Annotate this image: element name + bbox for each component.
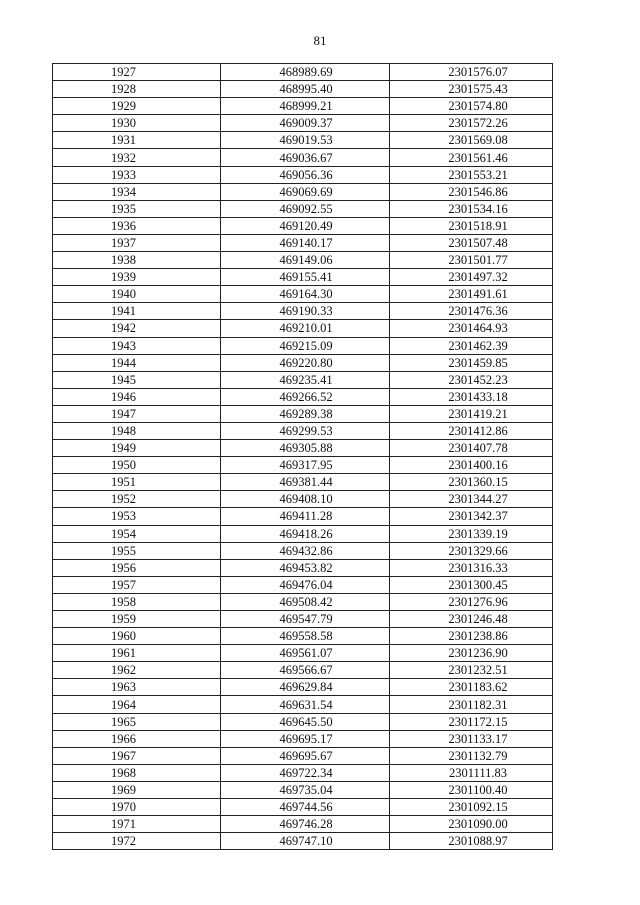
x-coordinate-cell: 469695.17 [221,730,390,747]
y-coordinate-cell: 2301459.85 [390,354,553,371]
x-coordinate-cell: 469036.67 [221,149,390,166]
x-coordinate-cell: 469220.80 [221,354,390,371]
y-coordinate-cell: 2301232.51 [390,662,553,679]
table-row [53,252,553,269]
point-number-cell: 1954 [53,525,221,542]
table-row [53,593,553,610]
point-number-cell: 1942 [53,320,221,337]
y-coordinate-cell: 2301183.62 [390,679,553,696]
x-coordinate-cell: 469149.06 [221,252,390,269]
point-number-cell: 1965 [53,713,221,730]
table-row [53,286,553,303]
x-coordinate-cell: 469317.95 [221,457,390,474]
x-coordinate-cell: 469266.52 [221,388,390,405]
x-coordinate-cell: 469140.17 [221,234,390,251]
x-coordinate-cell: 469695.67 [221,747,390,764]
y-coordinate-cell: 2301464.93 [390,320,553,337]
point-number-cell: 1948 [53,422,221,439]
point-number-cell: 1943 [53,337,221,354]
x-coordinate-cell: 469476.04 [221,576,390,593]
point-number-cell: 1932 [53,149,221,166]
point-number-cell: 1935 [53,200,221,217]
table-row [53,474,553,491]
point-number-cell: 1929 [53,98,221,115]
x-coordinate-cell: 469561.07 [221,645,390,662]
x-coordinate-cell: 469722.34 [221,764,390,781]
point-number-cell: 1970 [53,799,221,816]
point-number-cell: 1961 [53,645,221,662]
point-number-cell: 1931 [53,132,221,149]
point-number-cell: 1930 [53,115,221,132]
table-row [53,542,553,559]
x-coordinate-cell: 469558.58 [221,628,390,645]
table-row [53,628,553,645]
point-number-cell: 1960 [53,628,221,645]
point-number-cell: 1953 [53,508,221,525]
y-coordinate-cell: 2301574.80 [390,98,553,115]
y-coordinate-cell: 2301491.61 [390,286,553,303]
x-coordinate-cell: 469289.38 [221,405,390,422]
x-coordinate-cell: 469411.28 [221,508,390,525]
point-number-cell: 1937 [53,234,221,251]
point-number-cell: 1927 [53,64,221,81]
x-coordinate-cell: 469299.53 [221,422,390,439]
y-coordinate-cell: 2301182.31 [390,696,553,713]
point-number-cell: 1955 [53,542,221,559]
y-coordinate-cell: 2301534.16 [390,200,553,217]
y-coordinate-cell: 2301329.66 [390,542,553,559]
y-coordinate-cell: 2301518.91 [390,217,553,234]
y-coordinate-cell: 2301507.48 [390,234,553,251]
table-row [53,833,553,850]
x-coordinate-cell: 469092.55 [221,200,390,217]
y-coordinate-cell: 2301572.26 [390,115,553,132]
table-row [53,747,553,764]
table-row [53,200,553,217]
y-coordinate-cell: 2301236.90 [390,645,553,662]
x-coordinate-cell: 469190.33 [221,303,390,320]
y-coordinate-cell: 2301100.40 [390,781,553,798]
table-row [53,576,553,593]
table-row [53,217,553,234]
y-coordinate-cell: 2301092.15 [390,799,553,816]
table-row [53,183,553,200]
y-coordinate-cell: 2301575.43 [390,81,553,98]
table-row [53,696,553,713]
point-number-cell: 1949 [53,440,221,457]
coordinate-table [52,63,553,850]
table-row [53,337,553,354]
table-row [53,730,553,747]
table-row [53,234,553,251]
y-coordinate-cell: 2301576.07 [390,64,553,81]
point-number-cell: 1972 [53,833,221,850]
table-row [53,64,553,81]
y-coordinate-cell: 2301316.33 [390,559,553,576]
table-row [53,662,553,679]
point-number-cell: 1941 [53,303,221,320]
table-row [53,388,553,405]
y-coordinate-cell: 2301111.83 [390,764,553,781]
table-row [53,491,553,508]
point-number-cell: 1934 [53,183,221,200]
table-row [53,525,553,542]
x-coordinate-cell: 469009.37 [221,115,390,132]
point-number-cell: 1957 [53,576,221,593]
point-number-cell: 1956 [53,559,221,576]
y-coordinate-cell: 2301412.86 [390,422,553,439]
point-number-cell: 1971 [53,816,221,833]
x-coordinate-cell: 469645.50 [221,713,390,730]
table-row [53,405,553,422]
point-number-cell: 1936 [53,217,221,234]
x-coordinate-cell: 469629.84 [221,679,390,696]
y-coordinate-cell: 2301088.97 [390,833,553,850]
point-number-cell: 1939 [53,269,221,286]
y-coordinate-cell: 2301344.27 [390,491,553,508]
table-row [53,81,553,98]
y-coordinate-cell: 2301497.32 [390,269,553,286]
x-coordinate-cell: 469069.69 [221,183,390,200]
point-number-cell: 1940 [53,286,221,303]
x-coordinate-cell: 469566.67 [221,662,390,679]
table-row [53,303,553,320]
x-coordinate-cell: 469056.36 [221,166,390,183]
y-coordinate-cell: 2301276.96 [390,593,553,610]
y-coordinate-cell: 2301452.23 [390,371,553,388]
table-row [53,508,553,525]
y-coordinate-cell: 2301553.21 [390,166,553,183]
point-number-cell: 1962 [53,662,221,679]
point-number-cell: 1969 [53,781,221,798]
point-number-cell: 1933 [53,166,221,183]
x-coordinate-cell: 469631.54 [221,696,390,713]
point-number-cell: 1946 [53,388,221,405]
table-row [53,371,553,388]
table-row [53,679,553,696]
point-number-cell: 1952 [53,491,221,508]
point-number-cell: 1951 [53,474,221,491]
y-coordinate-cell: 2301400.16 [390,457,553,474]
table-row [53,457,553,474]
table-row [53,422,553,439]
table-row [53,781,553,798]
point-number-cell: 1928 [53,81,221,98]
point-number-cell: 1963 [53,679,221,696]
page-number: 81 [313,33,327,48]
y-coordinate-cell: 2301172.15 [390,713,553,730]
point-number-cell: 1959 [53,611,221,628]
table-row [53,115,553,132]
x-coordinate-cell: 469019.53 [221,132,390,149]
y-coordinate-cell: 2301238.86 [390,628,553,645]
table-row [53,98,553,115]
x-coordinate-cell: 469215.09 [221,337,390,354]
table-row [53,149,553,166]
x-coordinate-cell: 469735.04 [221,781,390,798]
x-coordinate-cell: 469408.10 [221,491,390,508]
table-row [53,799,553,816]
point-number-cell: 1958 [53,593,221,610]
table-row [53,132,553,149]
x-coordinate-cell: 469305.88 [221,440,390,457]
point-number-cell: 1967 [53,747,221,764]
y-coordinate-cell: 2301246.48 [390,611,553,628]
y-coordinate-cell: 2301342.37 [390,508,553,525]
point-number-cell: 1944 [53,354,221,371]
x-coordinate-cell: 468999.21 [221,98,390,115]
table-row [53,440,553,457]
y-coordinate-cell: 2301300.45 [390,576,553,593]
y-coordinate-cell: 2301501.77 [390,252,553,269]
point-number-cell: 1966 [53,730,221,747]
y-coordinate-cell: 2301561.46 [390,149,553,166]
x-coordinate-cell: 469508.42 [221,593,390,610]
point-number-cell: 1964 [53,696,221,713]
table-row [53,354,553,371]
x-coordinate-cell: 469747.10 [221,833,390,850]
x-coordinate-cell: 469155.41 [221,269,390,286]
y-coordinate-cell: 2301360.15 [390,474,553,491]
table-row [53,713,553,730]
x-coordinate-cell: 468995.40 [221,81,390,98]
table-row [53,816,553,833]
x-coordinate-cell: 469235.41 [221,371,390,388]
y-coordinate-cell: 2301462.39 [390,337,553,354]
x-coordinate-cell: 469547.79 [221,611,390,628]
table-row [53,269,553,286]
y-coordinate-cell: 2301433.18 [390,388,553,405]
y-coordinate-cell: 2301132.79 [390,747,553,764]
table-row [53,611,553,628]
point-number-cell: 1950 [53,457,221,474]
x-coordinate-cell: 469746.28 [221,816,390,833]
table-row [53,559,553,576]
table-row [53,764,553,781]
y-coordinate-cell: 2301569.08 [390,132,553,149]
y-coordinate-cell: 2301133.17 [390,730,553,747]
point-number-cell: 1945 [53,371,221,388]
x-coordinate-cell: 469744.56 [221,799,390,816]
y-coordinate-cell: 2301476.36 [390,303,553,320]
x-coordinate-cell: 469432.86 [221,542,390,559]
y-coordinate-cell: 2301339.19 [390,525,553,542]
y-coordinate-cell: 2301407.78 [390,440,553,457]
x-coordinate-cell: 469120.49 [221,217,390,234]
x-coordinate-cell: 469164.30 [221,286,390,303]
table-row [53,320,553,337]
x-coordinate-cell: 469210.01 [221,320,390,337]
coordinate-table-body [53,64,553,850]
table-row [53,645,553,662]
point-number-cell: 1947 [53,405,221,422]
x-coordinate-cell: 469381.44 [221,474,390,491]
point-number-cell: 1968 [53,764,221,781]
table-row [53,166,553,183]
x-coordinate-cell: 468989.69 [221,64,390,81]
x-coordinate-cell: 469418.26 [221,525,390,542]
y-coordinate-cell: 2301090.00 [390,816,553,833]
y-coordinate-cell: 2301546.86 [390,183,553,200]
point-number-cell: 1938 [53,252,221,269]
y-coordinate-cell: 2301419.21 [390,405,553,422]
x-coordinate-cell: 469453.82 [221,559,390,576]
